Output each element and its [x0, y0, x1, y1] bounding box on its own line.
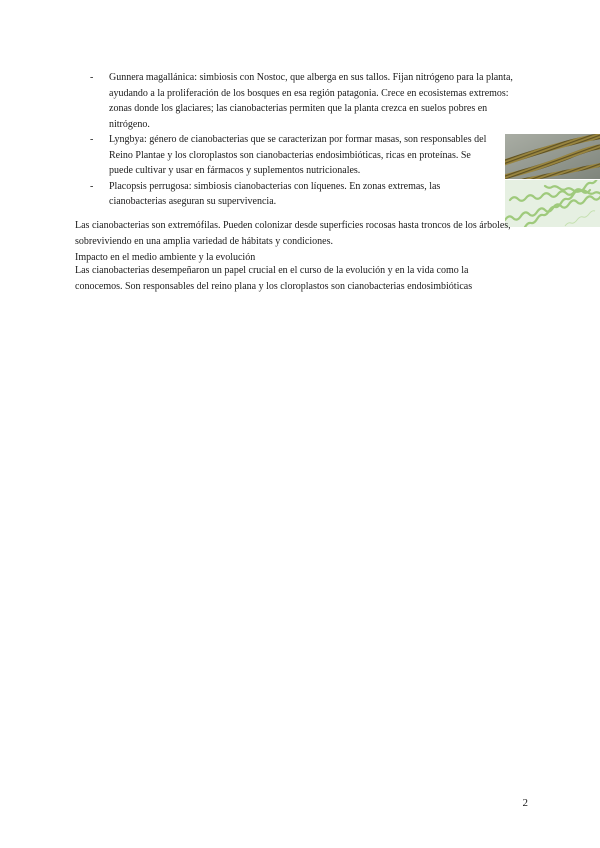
paragraph-extremophiles: Las cianobacterias son extremófilas. Pueden colonizar desde superficies rocosas hasta troncos de los árboles, sobreviviendo en una amplia variedad de hábitats y condiciones. — [75, 220, 511, 247]
bullet-marker: - — [90, 134, 94, 145]
bullet-text-placopsis: Placopsis perrugosa: simbiosis cianobacterias con líquenes. En zonas extremas, las cianobacterias aseguran su supervivencia. — [109, 180, 441, 207]
paragraph-evolution: Las cianobacterias desempeñaron un papel crucial en el curso de la evolución y en la vida como la conocemos. Son responsables del reino plana y los cloroplastos son cianobacterias endosimbióticas — [75, 265, 473, 292]
bullet-item-lyngbya — [88, 132, 530, 179]
bullet-marker: - — [90, 180, 94, 192]
bullet-list — [88, 70, 530, 210]
bullet-text-lyngbya: Lyngbya: género de cianobacterias que se caracterizan por formar masas, son responsables del Reino Plantae y los cloroplastos son cianobacterias endosimbióticas, ricas en proteínas. Se puede cultivar y usar en fármacos y suplementos nutricionales. — [109, 134, 487, 176]
bullet-item-placopsis — [88, 179, 530, 210]
spirulina-microscope-photo — [505, 180, 600, 227]
bullet-item-gunnera — [88, 70, 530, 132]
page-number: 2 — [522, 797, 528, 809]
bullet-text-gunnera: Gunnera magallánica: simbiosis con Nostoc, que alberga en sus tallos. Fijan nitrógeno para la planta, ayudando a la proliferación de los bosques en esa región patagonia. Crece en ecosistemas extremos: zonas donde los glaciares; las cianobacterias permiten que la planta crezca en suelos pobres en nitrógeno. — [109, 72, 513, 130]
bullet-marker: - — [90, 72, 94, 83]
section-heading-impact: Impacto en el medio ambiente y la evolución — [75, 252, 256, 263]
lyngbya-microscope-photo — [505, 134, 600, 179]
